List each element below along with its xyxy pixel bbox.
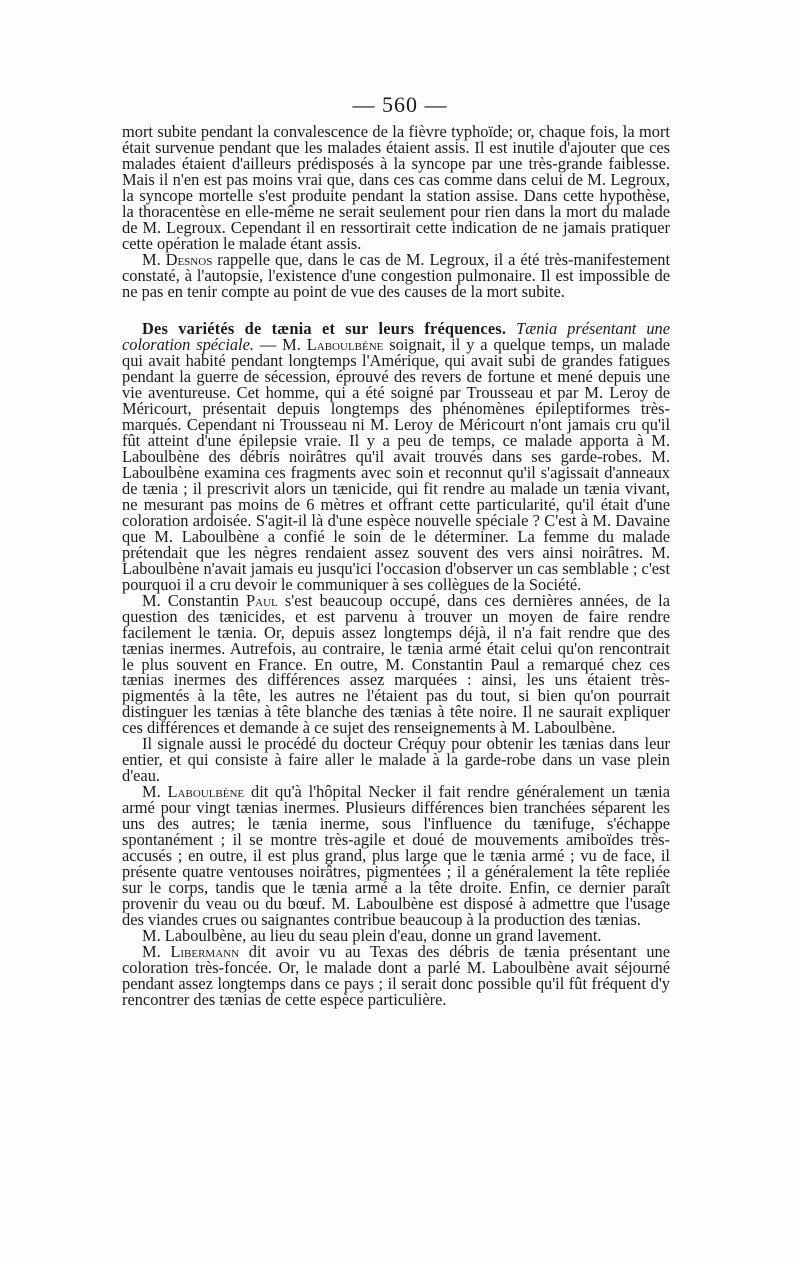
speaker-prefix: M. (142, 941, 171, 961)
paragraph-text: soignait, il y a quelque temps, un malade qui avait habité pendant longtemps l'Amérique, qui avait subi de grandes fatigues pendant la guerre de sécession, éprouvé des revers de fortune et mené depuis une vie aventureuse. Cet homme, qui a été soigné par Trousseau et par M. Leroy de Méricourt, présentait depuis longtemps des phénomènes épileptiformes très-marqués. Cependant ni Trousseau ni M. Leroy de Méricourt n'ont jamais cru qu'il fût atteint d'une épilepsie vraie. Il y a peu de temps, ce malade apporta à M. Laboulbène des débris noirâtres qu'il avait trouvés dans ses garde-robes. M. Laboulbène examina ces fragments avec soin et reconnut qu'il s'agissait d'anneaux de tænia ; il prescrivit alors un tænicide, qui fit rendre au malade un tænia vivant, ne mesurant pas moins de 6 mètres et offrant cette particularité, qu'il était d'une coloration ardoisée. S'agit-il là d'une espèce nouvelle spéciale ? C'est à M. Davaine que M. Laboulbène a confié le soin de le déterminer. La femme du malade prétendait que les nègres rendaient assez souvent des vers ainsi noirâtres. M. Laboulbène n'avait jamais eu jusqu'ici l'occasion d'observer un cas semblable ; c'est pourquoi il a cru devoir le communiquer à ses collègues de la Société. (122, 335, 670, 594)
paragraph-text: rappelle que, dans le cas de M. Legroux, il a été très-manifestement constaté, à l'autopsie, l'existence d'une congestion pulmonaire. Il est impossible de ne pas en tenir compte au point de vue des causes de la mort subite. (122, 249, 670, 301)
paragraph-text: s'est beaucoup occupé, dans ces dernières années, de la question des tænicides, et est parvenu à trouver un moyen de faire rendre facilement le tænia. Or, depuis assez longtemps déjà, il n'a fait rendre que des tænias inermes. Autrefois, au contraire, le tænia armé était celui qu'on rencontrait le plus souvent en France. En outre, M. Constantin Paul a remarqué chez ces tænias inermes des différences assez marquées : ainsi, les uns étaient très-pigmentés à la tête, les autres ne l'étaient pas du tout, si bien qu'on pourrait distinguer les tænias à tête blanche des tænias à tête noire. Il ne saurait expliquer ces différences et demande à ce sujet des renseignements à M. Laboulbène. (122, 590, 670, 738)
section-subheading: Tænia présentant une coloration spéciale. (122, 319, 670, 355)
paragraph-lavement: M. Laboulbène, au lieu du seau plein d'eau, donne un grand lavement. (142, 925, 602, 945)
paragraph-text: dit avoir vu au Texas des débris de tænia présentant une coloration très-foncée. Or, le malade dont a parlé M. Laboulbène avait séjourné pendant assez longtemps dans ce pays ; il serait donc possible qu'il fût fréquent d'y rencontrer des tænias de cette espèce particulière. (122, 941, 670, 1009)
paragraph-syncope: mort subite pendant la convalescence de la fièvre typhoïde; or, chaque fois, la mort était survenue pendant que les malades étaient assis. Il est inutile d'ajouter que ces malades étaient d'ailleurs prédisposés à la syncope par une très-grande faiblesse. Mais il n'en est pas moins vrai que, dans ces cas comme dans celui de M. Legroux, la syncope mortelle s'est produite pendant la station assise. Dans cette hypothèse, la thoracentèse en elle-même ne serait seulement pour rien dans la mort du malade de M. Legroux. Cependant il en ressortirait cette indication de ne jamais pratiquer cette opération le malade étant assis. (122, 122, 670, 253)
paragraph-paul (122, 590, 670, 738)
paragraph-desnos (122, 249, 670, 301)
speaker-name: Paul (246, 590, 278, 610)
speaker-name: Laboulbène (167, 782, 245, 802)
section-gap (122, 299, 670, 321)
page-number: — 560 — (352, 92, 448, 117)
speaker-prefix: M. Constantin (142, 590, 247, 610)
dash-text: — M. (254, 335, 307, 355)
paragraph-text: dit qu'à l'hôpital Necker il fait rendre généralement un tænia armé pour vingt tænias inermes. Plusieurs différences bien tranchées séparent les uns des autres; le tænia inerme, sous l'influence du tænifuge, s'échappe spontanément ; il se montre très-agile et doué de mouvements amiboïdes très-accusés ; en outre, il est plus grand, plus large que le tænia armé ; vu de face, il présente quatre ventouses noirâtres, pigmentées ; il a généralement la tête repliée sur le corps, tandis que le tænia armé a la tête droite. Enfin, ce dernier paraît provenir du veau ou du bœuf. M. Laboulbène est disposé à admettre que l'usage des viandes crues ou saignantes contribue beaucoup à la production des tænias. (122, 782, 670, 929)
paragraph-crequy: Il signale aussi le procédé du docteur Créquy pour obtenir les tænias dans leur entier, et qui consiste à faire aller le malade à la garde-robe dans un vase plein d'eau. (122, 734, 670, 786)
section-heading: Des variétés de tænia et sur leurs fréquences. (142, 319, 507, 339)
speaker-prefix: M. (142, 782, 168, 802)
body-text (122, 124, 670, 1007)
paragraph-taenia-varieties (122, 321, 670, 592)
speaker-name: Libermann (170, 941, 240, 961)
paragraph-libermann (122, 941, 670, 1009)
speaker-name: M. Desnos (142, 249, 213, 269)
paragraph-laboulbene-reply (122, 784, 670, 928)
speaker-name: Laboulbène (306, 335, 384, 355)
